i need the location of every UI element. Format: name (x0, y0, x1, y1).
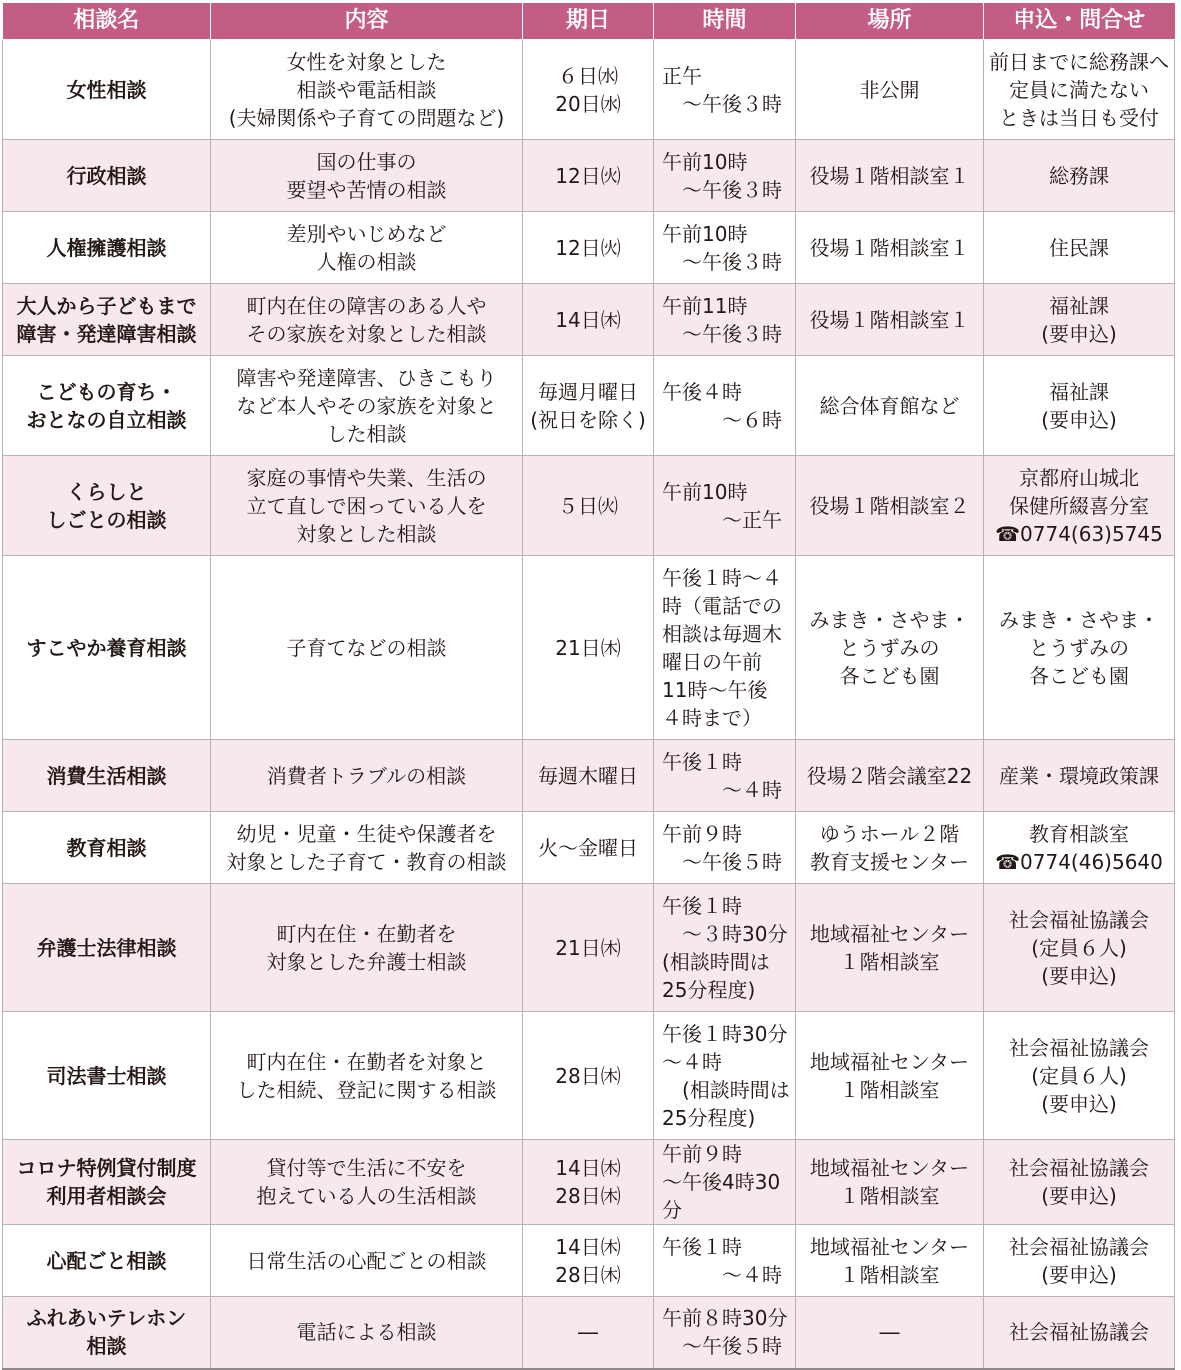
cell-date: 21日㈭ (523, 884, 654, 1012)
cell-contact: 前日までに総務課へ 定員に満たない ときは当日も受付 (984, 40, 1175, 140)
cell-contact: 福祉課 (要申込) (984, 356, 1175, 456)
table-row (3, 456, 1175, 556)
cell-time: 午前10時 ～正午 (654, 456, 796, 556)
header-time: 時間 (654, 3, 796, 40)
cell-date: 14日㈭ 28日㈭ (523, 1225, 654, 1297)
cell-time: 午前９時 ～午後4時30分 (654, 1140, 796, 1225)
cell-date: 28日㈭ (523, 1012, 654, 1140)
cell-content: 女性を対象とした 相談や電話相談 (夫婦関係や子育ての問題など) (211, 40, 523, 140)
cell-place: 地域福祉センター １階相談室 (796, 1012, 984, 1140)
cell-contact: みまき・さやま・ とうずみの 各こども園 (984, 556, 1175, 740)
cell-date: ― (523, 1297, 654, 1369)
cell-content: 差別やいじめなど 人権の相談 (211, 212, 523, 284)
cell-name: コロナ特例貸付制度 利用者相談会 (3, 1140, 211, 1225)
cell-time: 午後１時～４ 時（電話での 相談は毎週木 曜日の午前 11時～午後 ４時まで） (654, 556, 796, 740)
table-row (3, 1012, 1175, 1140)
table-row (3, 884, 1175, 1012)
cell-date: 火～金曜日 (523, 812, 654, 884)
cell-place: 役場２階会議室22 (796, 740, 984, 812)
table-row (3, 1140, 1175, 1225)
cell-time: 午前11時 ～午後３時 (654, 284, 796, 356)
cell-content: 町内在住の障害のある人や その家族を対象とした相談 (211, 284, 523, 356)
cell-place: 総合体育館など (796, 356, 984, 456)
header-place: 場所 (796, 3, 984, 40)
table-row (3, 356, 1175, 456)
cell-name: 人権擁護相談 (3, 212, 211, 284)
cell-content: 幼児・児童・生徒や保護者を 対象とした子育て・教育の相談 (211, 812, 523, 884)
table-row (3, 212, 1175, 284)
cell-date: ５日㈫ (523, 456, 654, 556)
cell-time: 正午 ～午後３時 (654, 40, 796, 140)
cell-content: 町内在住・在勤者を 対象とした弁護士相談 (211, 884, 523, 1012)
cell-content: 町内在住・在勤者を対象と した相続、登記に関する相談 (211, 1012, 523, 1140)
cell-place: 役場１階相談室１ (796, 284, 984, 356)
cell-contact: 社会福祉協議会 (要申込) (984, 1225, 1175, 1297)
cell-name: 行政相談 (3, 140, 211, 212)
cell-place: 地域福祉センター １階相談室 (796, 884, 984, 1012)
table-row (3, 40, 1175, 140)
cell-name: 心配ごと相談 (3, 1225, 211, 1297)
cell-content: 電話による相談 (211, 1297, 523, 1369)
cell-place: ゆうホール２階 教育支援センター (796, 812, 984, 884)
table-row (3, 556, 1175, 740)
cell-time: 午前８時30分 ～午後５時 (654, 1297, 796, 1369)
table-row (3, 1225, 1175, 1297)
cell-contact: 社会福祉協議会 (984, 1297, 1175, 1369)
cell-time: 午後１時30分 ～４時 (相談時間は 25分程度) (654, 1012, 796, 1140)
cell-name: 司法書士相談 (3, 1012, 211, 1140)
cell-date: 21日㈭ (523, 556, 654, 740)
cell-place: 地域福祉センター １階相談室 (796, 1140, 984, 1225)
cell-time: 午後４時 ～６時 (654, 356, 796, 456)
table-row (3, 812, 1175, 884)
cell-contact: 福祉課 (要申込) (984, 284, 1175, 356)
cell-date: 毎週木曜日 (523, 740, 654, 812)
cell-name: くらしと しごとの相談 (3, 456, 211, 556)
cell-date: 14日㈭ 28日㈭ (523, 1140, 654, 1225)
table-row (3, 284, 1175, 356)
cell-contact: 総務課 (984, 140, 1175, 212)
cell-time: 午後１時 ～４時 (654, 1225, 796, 1297)
table-row (3, 740, 1175, 812)
cell-content: 貸付等で生活に不安を 抱えている人の生活相談 (211, 1140, 523, 1225)
cell-time: 午前９時 ～午後５時 (654, 812, 796, 884)
cell-name: ふれあいテレホン 相談 (3, 1297, 211, 1369)
cell-date: 12日㈫ (523, 140, 654, 212)
cell-content: 家庭の事情や失業、生活の 立て直しで困っている人を 対象とした相談 (211, 456, 523, 556)
cell-place: みまき・さやま・ とうずみの 各こども園 (796, 556, 984, 740)
cell-contact: 教育相談室 ☎0774(46)5640 (984, 812, 1175, 884)
cell-contact: 住民課 (984, 212, 1175, 284)
cell-place: 地域福祉センター １階相談室 (796, 1225, 984, 1297)
cell-date: 14日㈭ (523, 284, 654, 356)
header-date: 期日 (523, 3, 654, 40)
cell-name: すこやか養育相談 (3, 556, 211, 740)
cell-name: 教育相談 (3, 812, 211, 884)
cell-place: 役場１階相談室２ (796, 456, 984, 556)
cell-time: 午後１時 ～３時30分 (相談時間は 25分程度) (654, 884, 796, 1012)
cell-content: 国の仕事の 要望や苦情の相談 (211, 140, 523, 212)
table-row (3, 140, 1175, 212)
cell-time: 午前10時 ～午後３時 (654, 140, 796, 212)
cell-name: 消費生活相談 (3, 740, 211, 812)
cell-content: 消費者トラブルの相談 (211, 740, 523, 812)
cell-time: 午前10時 ～午後３時 (654, 212, 796, 284)
cell-date: ６日㈬ 20日㈬ (523, 40, 654, 140)
cell-place: 役場１階相談室１ (796, 140, 984, 212)
cell-name: こどもの育ち・ おとなの自立相談 (3, 356, 211, 456)
cell-name: 大人から子どもまで 障害・発達障害相談 (3, 284, 211, 356)
table-row (3, 1297, 1175, 1369)
consultation-table (2, 3, 1175, 1370)
cell-place: 役場１階相談室１ (796, 212, 984, 284)
cell-place: 非公開 (796, 40, 984, 140)
cell-contact: 社会福祉協議会 (定員６人) (要申込) (984, 884, 1175, 1012)
cell-contact: 社会福祉協議会 (要申込) (984, 1140, 1175, 1225)
header-content: 内容 (211, 3, 523, 40)
cell-name: 弁護士法律相談 (3, 884, 211, 1012)
cell-time: 午後１時 ～４時 (654, 740, 796, 812)
header-name: 相談名 (3, 3, 211, 40)
header-contact: 申込・問合せ (984, 3, 1175, 40)
cell-date: 毎週月曜日 (祝日を除く) (523, 356, 654, 456)
cell-contact: 京都府山城北 保健所綴喜分室 ☎0774(63)5745 (984, 456, 1175, 556)
cell-contact: 産業・環境政策課 (984, 740, 1175, 812)
header-row (3, 3, 1175, 40)
cell-content: 障害や発達障害、ひきこもり など本人やその家族を対象と した相談 (211, 356, 523, 456)
cell-contact: 社会福祉協議会 (定員６人) (要申込) (984, 1012, 1175, 1140)
cell-content: 子育てなどの相談 (211, 556, 523, 740)
cell-name: 女性相談 (3, 40, 211, 140)
cell-content: 日常生活の心配ごとの相談 (211, 1225, 523, 1297)
cell-date: 12日㈫ (523, 212, 654, 284)
cell-place: ― (796, 1297, 984, 1369)
